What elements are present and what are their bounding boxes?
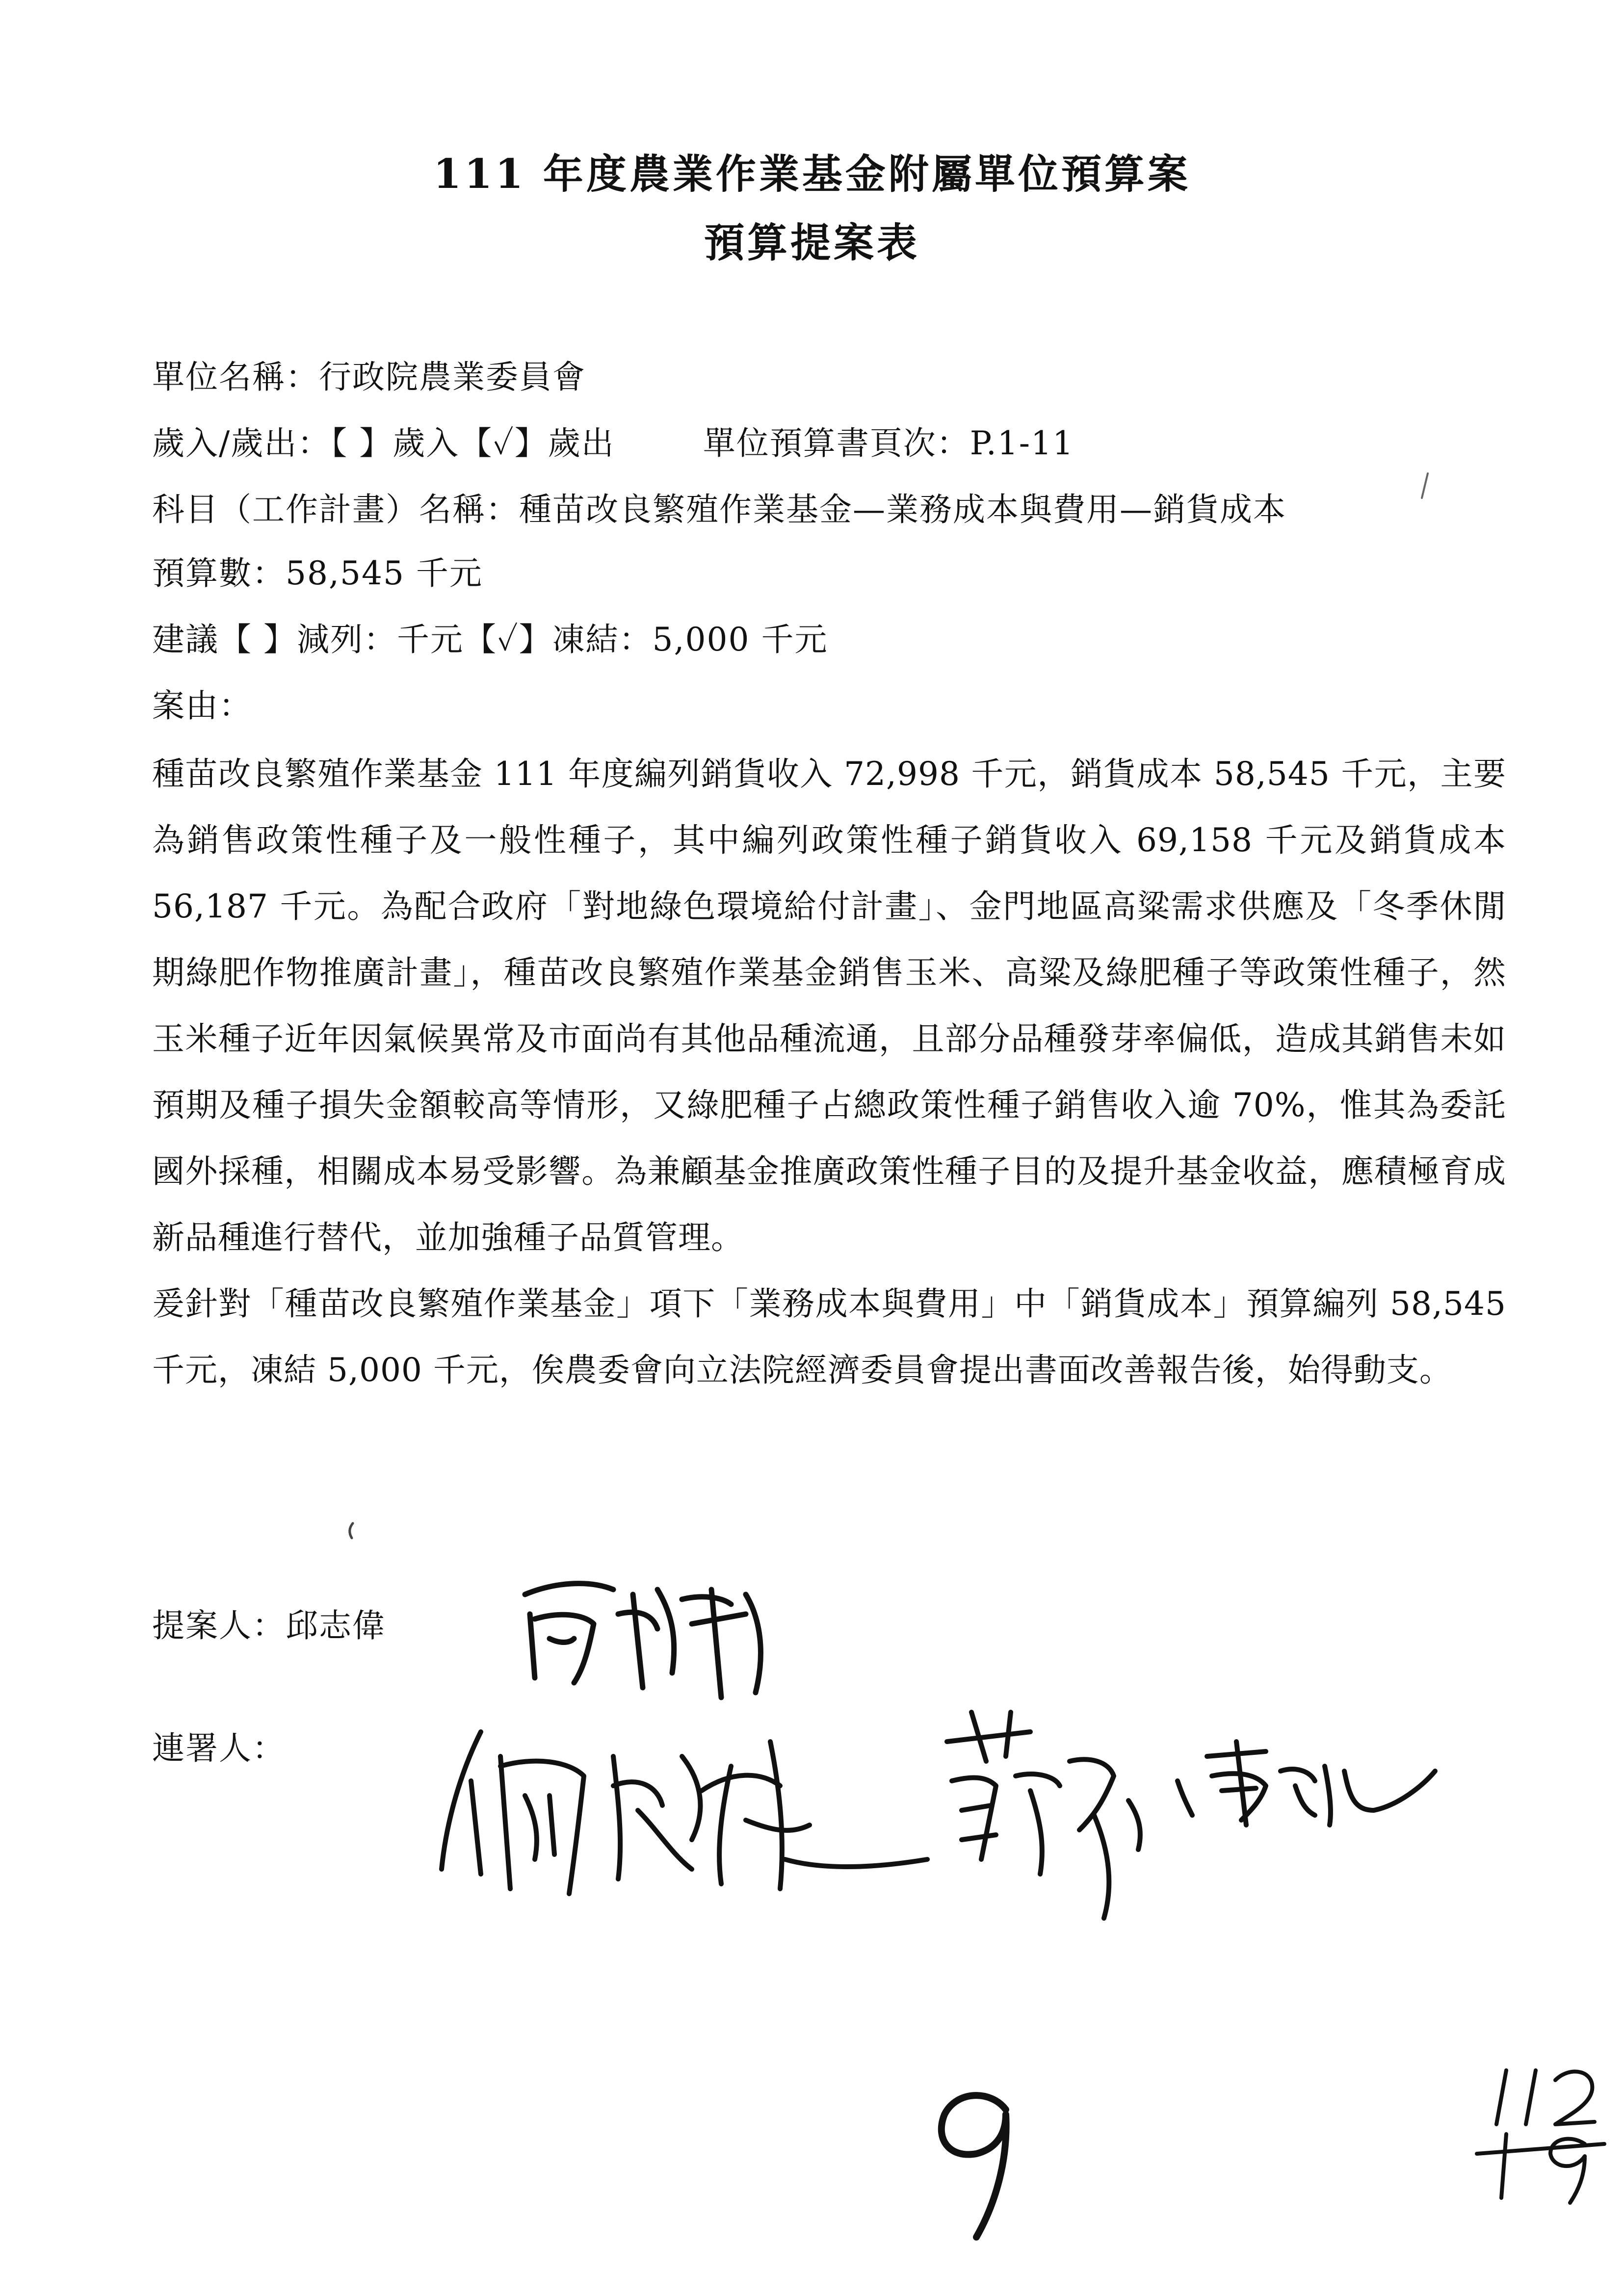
cosigner-signature-2: [932, 1702, 1168, 1928]
reason-paragraph-1: 種苗改良繁殖作業基金 111 年度編列銷貨收入 72,998 千元，銷貨成本 58,545 千元，主要為銷售政策性種子及一般性種子，其中編列政策性種子銷貨收入 69,158 千元及銷貨成本 56,187 千元。為配合政府「對地綠色環境給付計畫」、金門地區高粱需求供應及「冬季休閒期綠肥作物推廣計畫」，種苗改良繁殖作業基金銷售玉米、高粱及綠肥種子等政策性種子，然玉米種子近年因氣候異常及市面尚有其他品種流通，且部分品種發芽率偏低，造成其銷售未如預期及種子損失金額較高等情形，又綠肥種子占總政策性種子銷售收入逾 70%，惟其為委託國外採種，相關成本易受影響。為兼顧基金推廣政策性種子目的及提升基金收益，應積極育成新品種進行替代，並加強種子品質管理。: [152, 755, 1506, 1256]
budget-page-ref: 單位預算書頁次：P.1-11: [703, 424, 1074, 462]
proposer-signature: [515, 1560, 790, 1707]
cosigner-label: 連署人：: [152, 1729, 286, 1767]
document-subtitle: 預算提案表: [704, 219, 920, 266]
stray-mark: [1418, 471, 1433, 500]
handwritten-date-note: [1472, 2051, 1609, 2208]
stray-mark: [346, 1521, 356, 1540]
reason-paragraph-2: 爰針對「種苗改良繁殖作業基金」項下「業務成本與費用」中「銷貨成本」預算編列 58,545 千元，凍結 5,000 千元，俟農委會向立法院經濟委員會提出書面改善報告後，始得動支。: [152, 1285, 1506, 1389]
proposer-label: 提案人：邱志偉: [152, 1607, 386, 1644]
reason-body: [152, 741, 1506, 1403]
cosigner-signature-1: [427, 1712, 942, 1918]
proposal-option: 建議【 】減列：千元【✓】凍結：5,000 千元: [152, 621, 828, 658]
reason-label: 案由：: [152, 687, 252, 725]
unit-name: 單位名稱：行政院農業委員會: [152, 358, 586, 396]
document-title: 111 年度農業作業基金附屬單位預算案: [433, 151, 1191, 198]
revenue-expense-choice: 歲入/歲出：【 】歲入【✓】歲出: [152, 424, 615, 462]
revenue-expense-row: [152, 417, 1074, 464]
cosigner-signature-3: [1168, 1727, 1442, 1835]
subject-name: 科目（工作計畫）名稱：種苗改良繁殖作業基金—業務成本與費用—銷貨成本: [152, 491, 1286, 528]
budget-amount: 預算數：58,545 千元: [152, 554, 483, 592]
handwritten-page-number: [922, 2080, 1030, 2247]
